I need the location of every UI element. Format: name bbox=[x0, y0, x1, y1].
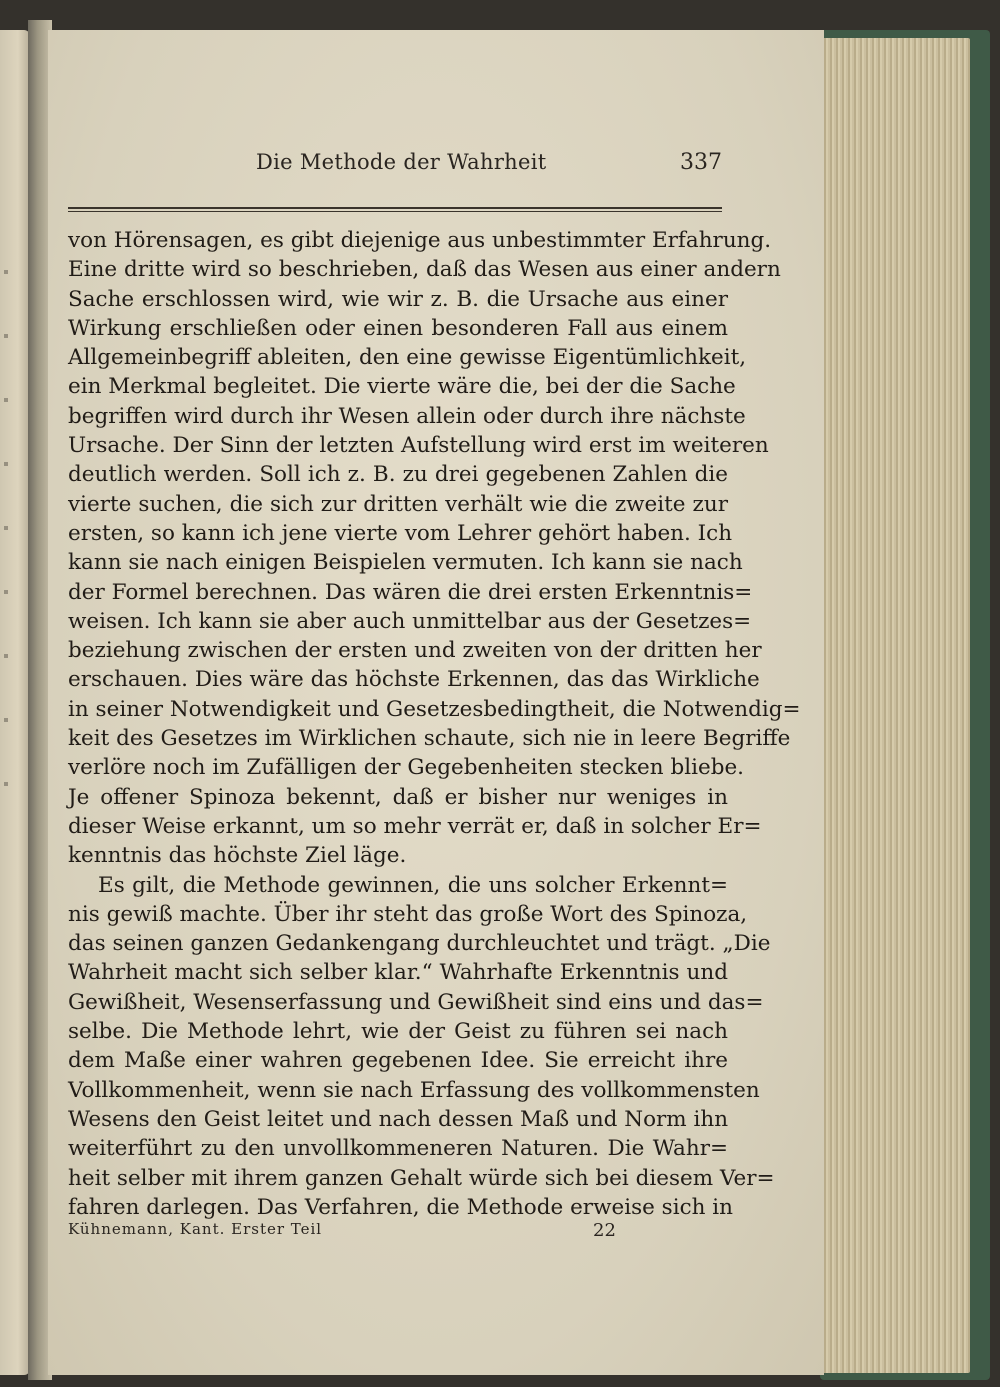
book-page bbox=[48, 30, 824, 1375]
page-block-edge bbox=[822, 38, 970, 1373]
text-line: Gewißheit, Wesenserfassung und Gewißheit sind eins und das= bbox=[68, 989, 764, 1015]
text-line: selbe. Die Methode lehrt, wie der Geist zu führen sei nach bbox=[68, 1019, 728, 1045]
text-line: keit des Gesetzes im Wirklichen schaute, sich nie in leere Begriffe bbox=[68, 726, 791, 752]
text-line: Es gilt, die Methode gewinnen, die uns solcher Erkennt= bbox=[98, 872, 728, 898]
text-line: weisen. Ich kann sie aber auch unmittelbar aus der Gesetzes= bbox=[68, 608, 752, 634]
text-line: Wahrheit macht sich selber klar.“ Wahrhafte Erkenntnis und bbox=[68, 960, 728, 986]
left-page-edge bbox=[0, 30, 30, 1375]
text-line: Vollkommenheit, wenn sie nach Erfassung des vollkommensten bbox=[68, 1077, 760, 1103]
text-line: weiterführt zu den unvollkommeneren Naturen. Die Wahr= bbox=[68, 1136, 728, 1162]
signature-line: Kühnemann, Kant. Erster Teil bbox=[68, 1220, 323, 1238]
running-head-title: Die Methode der Wahrheit bbox=[256, 150, 547, 174]
text-line: Sache erschlossen wird, wie wir z. B. die Ursache aus einer bbox=[68, 286, 728, 312]
text-line: Allgemeinbegriff ableiten, den eine gewisse Eigentümlichkeit, bbox=[68, 345, 747, 371]
body-text bbox=[68, 226, 801, 1222]
page-footer bbox=[68, 1220, 728, 1244]
text-line: ein Merkmal begleitet. Die vierte wäre die, bei der die Sache bbox=[68, 374, 736, 400]
text-line: beziehung zwischen der ersten und zweiten von der dritten her bbox=[68, 638, 762, 664]
text-line: kann sie nach einigen Beispielen vermuten. Ich kann sie nach bbox=[68, 550, 743, 576]
text-line: dem Maße einer wahren gegebenen Idee. Sie erreicht ihre bbox=[68, 1048, 728, 1074]
text-line: kenntnis das höchste Ziel läge. bbox=[68, 843, 407, 869]
running-head bbox=[68, 150, 722, 184]
text-line: vierte suchen, die sich zur dritten verhält wie die zweite zur bbox=[68, 491, 728, 517]
text-line: Ursache. Der Sinn der letzten Aufstellung wird erst im weiteren bbox=[68, 433, 769, 459]
text-line: von Hörensagen, es gibt diejenige aus unbestimmter Erfahrung. bbox=[68, 228, 772, 253]
text-line: begriffen wird durch ihr Wesen allein oder durch ihre nächste bbox=[68, 403, 746, 429]
text-line: der Formel berechnen. Das wären die drei ersten Erkenntnis= bbox=[68, 579, 753, 605]
text-line: dieser Weise erkannt, um so mehr verrät er, daß in solcher Er= bbox=[68, 813, 762, 839]
page-number: 337 bbox=[680, 150, 722, 175]
sheet-number: 22 bbox=[593, 1220, 616, 1241]
text-line: Eine dritte wird so beschrieben, daß das Wesen aus einer andern bbox=[68, 257, 781, 283]
left-page-marks bbox=[4, 210, 8, 810]
text-line: in seiner Notwendigkeit und Gesetzesbedingtheit, die Notwendig= bbox=[68, 696, 801, 722]
text-line: deutlich werden. Soll ich z. B. zu drei gegebenen Zahlen die bbox=[68, 462, 728, 488]
text-line: nis gewiß machte. Über ihr steht das große Wort des Spinoza, bbox=[68, 901, 748, 927]
text-line: verlöre noch im Zufälligen der Gegebenheiten stecken bliebe. bbox=[68, 755, 745, 781]
text-line: heit selber mit ihrem ganzen Gehalt würde sich bei diesem Ver= bbox=[68, 1165, 775, 1191]
text-line: Wesens den Geist leitet und nach dessen Maß und Norm ihn bbox=[68, 1106, 729, 1132]
text-line: das seinen ganzen Gedankengang durchleuchtet und trägt. „Die bbox=[68, 931, 771, 957]
head-rule-thin bbox=[68, 211, 722, 212]
head-rule-thick bbox=[68, 207, 722, 209]
text-line: fahren darlegen. Das Verfahren, die Methode erweise sich in bbox=[68, 1194, 734, 1220]
text-line: Wirkung erschließen oder einen besonderen Fall aus einem bbox=[68, 315, 728, 341]
text-line: erschauen. Dies wäre das höchste Erkennen, das das Wirkliche bbox=[68, 667, 760, 693]
text-line: Je offener Spinoza bekennt, daß er bisher nur weniges in bbox=[68, 784, 728, 810]
text-line: ersten, so kann ich jene vierte vom Lehrer gehört haben. Ich bbox=[68, 520, 733, 546]
